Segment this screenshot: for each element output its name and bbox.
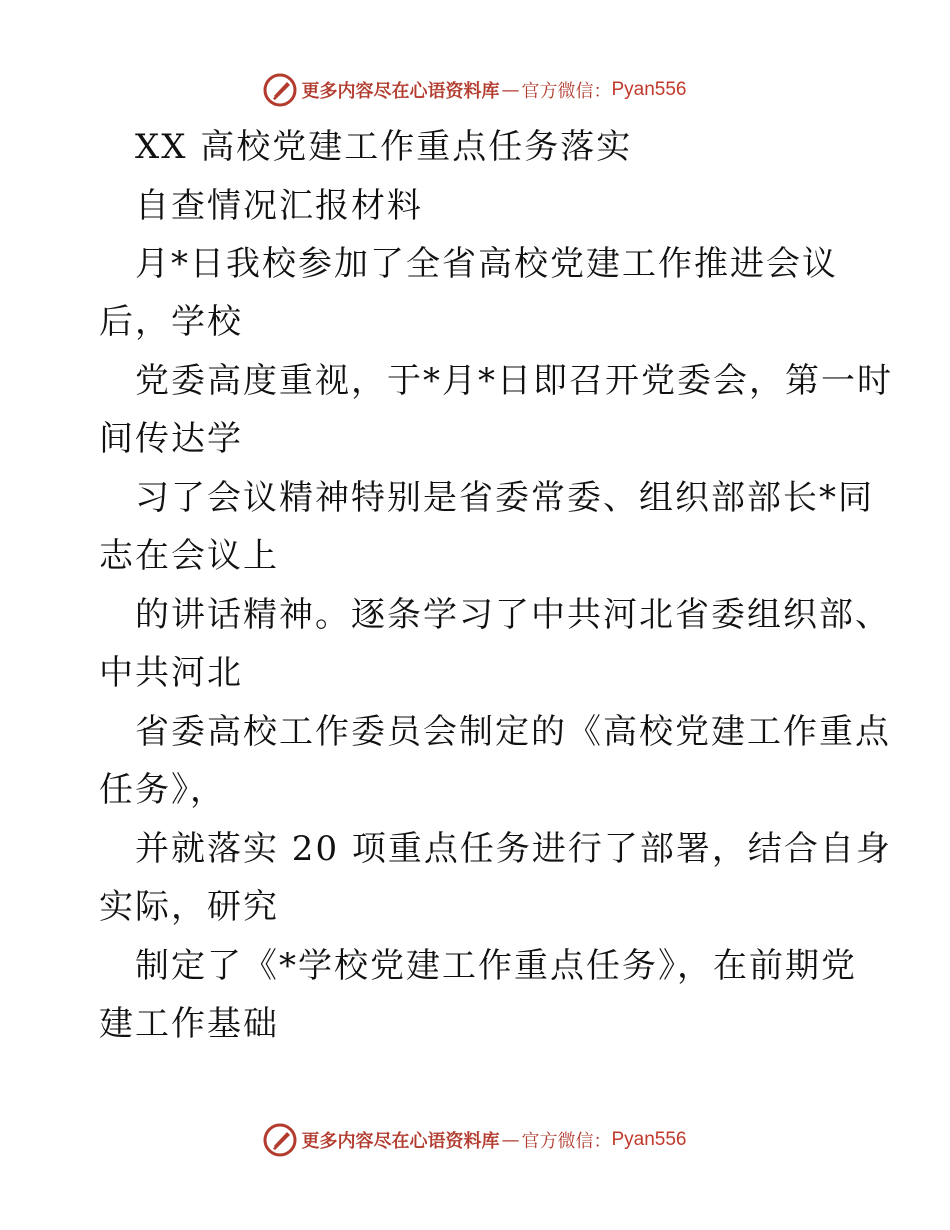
header-watermark (0, 70, 950, 110)
quill-logo-icon (263, 1123, 297, 1157)
paragraph-line: 任务》， (99, 770, 226, 810)
paragraph-line: 并就落实 20 项重点任务进行了部署，结合自身 (135, 829, 892, 869)
paragraph-line: 中共河北 (99, 653, 243, 693)
watermark-official-label: 官方微信： (521, 81, 612, 102)
watermark-wechat-id: Pyan556 (611, 1129, 687, 1150)
paragraph-line: 习了会议精神特别是省委常委、组织部部长*同 (135, 478, 874, 518)
footer-watermark (0, 1120, 950, 1160)
document-title-line-1: XX 高校党建工作重点任务落实 (135, 127, 633, 167)
watermark-dash: — (501, 79, 520, 101)
document-title-line-2: 自查情况汇报材料 (135, 186, 423, 226)
paragraph-line: 建工作基础 (99, 1004, 279, 1044)
watermark-site-text: 更多内容尽在心语资料库 (301, 1131, 500, 1152)
watermark-dash: — (501, 1129, 520, 1151)
paragraph-line: 月*日我校参加了全省高校党建工作推进会议 (135, 244, 838, 284)
watermark-site-text: 更多内容尽在心语资料库 (301, 81, 500, 102)
paragraph-line: 实际，研究 (99, 887, 279, 927)
paragraph-line: 党委高度重视，于*月*日即召开党委会，第一时 (135, 361, 893, 401)
paragraph-line: 制定了《*学校党建工作重点任务》，在前期党 (135, 946, 857, 986)
paragraph-line: 后，学校 (99, 302, 243, 342)
paragraph-line: 省委高校工作委员会制定的《高校党建工作重点 (135, 712, 891, 752)
paragraph-line: 的讲话精神。逐条学习了中共河北省委组织部、 (135, 595, 891, 635)
paragraph-line: 间传达学 (99, 419, 243, 459)
paragraph-line: 志在会议上 (99, 536, 279, 576)
watermark-official-label: 官方微信： (521, 1131, 612, 1152)
quill-logo-icon (263, 73, 297, 107)
watermark-wechat-id: Pyan556 (611, 79, 687, 100)
